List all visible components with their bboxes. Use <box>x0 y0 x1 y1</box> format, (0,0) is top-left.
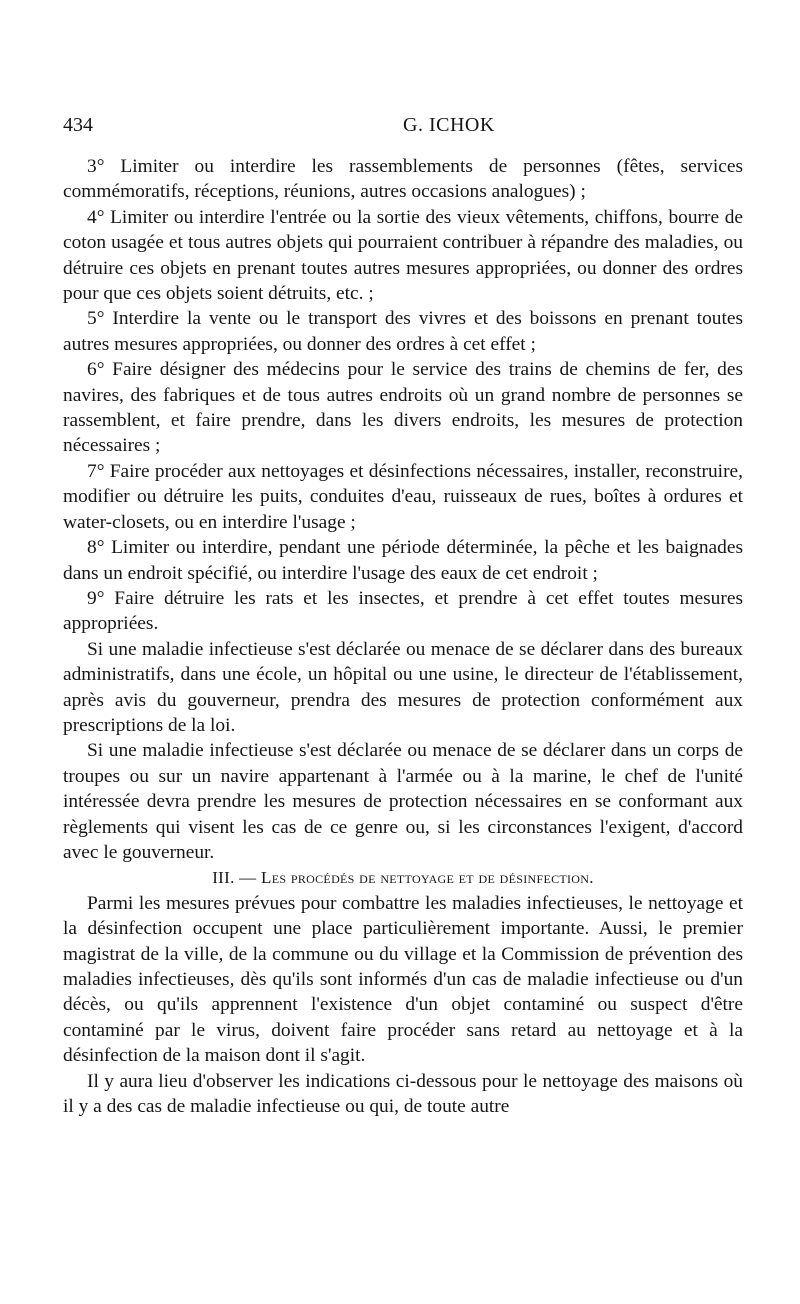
page-number: 434 <box>63 114 93 136</box>
paragraph-administrative-offices: Si une maladie infectieuse s'est déclarée ou menace de se déclarer dans des bureaux administratifs, dans une école, un hôpital ou une usine, le directeur de l'établissement, après avis du gouverneur, prendra des mesures de protection conformément aux prescriptions de la loi. <box>63 638 743 736</box>
section-numeral: III. — <box>212 868 257 888</box>
paragraph-item-6: 6° Faire désigner des médecins pour le service des trains de chemins de fer, des navires, des fabriques et de tous autres endroits où un grand nombre de personnes se rassemblent, et faire prendre, dans les divers endroits, les mesures de protection nécessaires ; <box>63 359 743 457</box>
paragraph-item-8: 8° Limiter ou interdire, pendant une période déterminée, la pêche et les baignades dans un endroit spécifié, ou interdire l'usage des eaux de cet endroit ; <box>63 537 743 584</box>
body-text <box>63 154 743 1119</box>
paragraph-item-5: 5° Interdire la vente ou le transport des vivres et des boissons en prenant toutes autres mesures appropriées, ou donner des ordres à cet effet ; <box>63 308 743 355</box>
paragraph-item-7: 7° Faire procéder aux nettoyages et désinfections nécessaires, installer, reconstruire, modifier ou détruire les puits, conduites d'eau, ruisseaux de rues, boîtes à ordures et water-closets, ou en interdire l'usage ; <box>63 460 743 533</box>
paragraph-observe-indications: Il y aura lieu d'observer les indications ci-dessous pour le nettoyage des maisons où il y a des cas de maladie infectieuse ou qui, de toute autre <box>63 1070 743 1118</box>
paragraph-item-3: 3° Limiter ou interdire les rassemblements de personnes (fêtes, services commémoratifs, réceptions, réunions, autres occasions analogues) ; <box>63 156 743 203</box>
section-heading <box>63 865 743 890</box>
paragraph-item-9: 9° Faire détruire les rats et les insectes, et prendre à cet effet toutes mesures appropriées. <box>63 587 743 635</box>
paragraph-item-4: 4° Limiter ou interdire l'entrée ou la sortie des vieux vêtements, chiffons, bourre de coton usagée et tous autres objets qui pourraient contribuer à répandre des maladies, ou détruire ces objets en prenant toutes autres mesures appropriées, ou donner des ordres pour que ces objets soient détruits, etc. ; <box>63 206 743 305</box>
section-title: Les procédés de nettoyage et de désinfection. <box>261 868 594 888</box>
paragraph-cleaning-measures: Parmi les mesures prévues pour combattre les maladies infectieuses, le nettoyage et la désinfection occupent une place particulièrement importante. Aussi, le premier magistrat de la ville, de la commune ou du village et la Commission de prévention des maladies infectieuses, dès qu'ils sont informés d'un cas de maladie infectieuse ou d'un décès, ou qu'ils apprennent l'existence d'un objet contaminé ou suspect d'être contaminé par le virus, doivent faire procéder sans retard au nettoyage et à la désinfection de la maison dont il s'agit. <box>63 892 743 1067</box>
page-header <box>63 114 730 144</box>
paragraph-troops-navy: Si une maladie infectieuse s'est déclarée ou menace de se déclarer dans un corps de troupes ou sur un navire appartenant à l'armée ou à la marine, le chef de l'unité intéressée devra prendre les mesures de protection nécessaires en se conformant aux règlements qui visent les cas de ce genre ou, si les circonstances l'exigent, d'accord avec le gouverneur. <box>63 740 743 863</box>
running-head: G. ICHOK <box>403 114 495 136</box>
